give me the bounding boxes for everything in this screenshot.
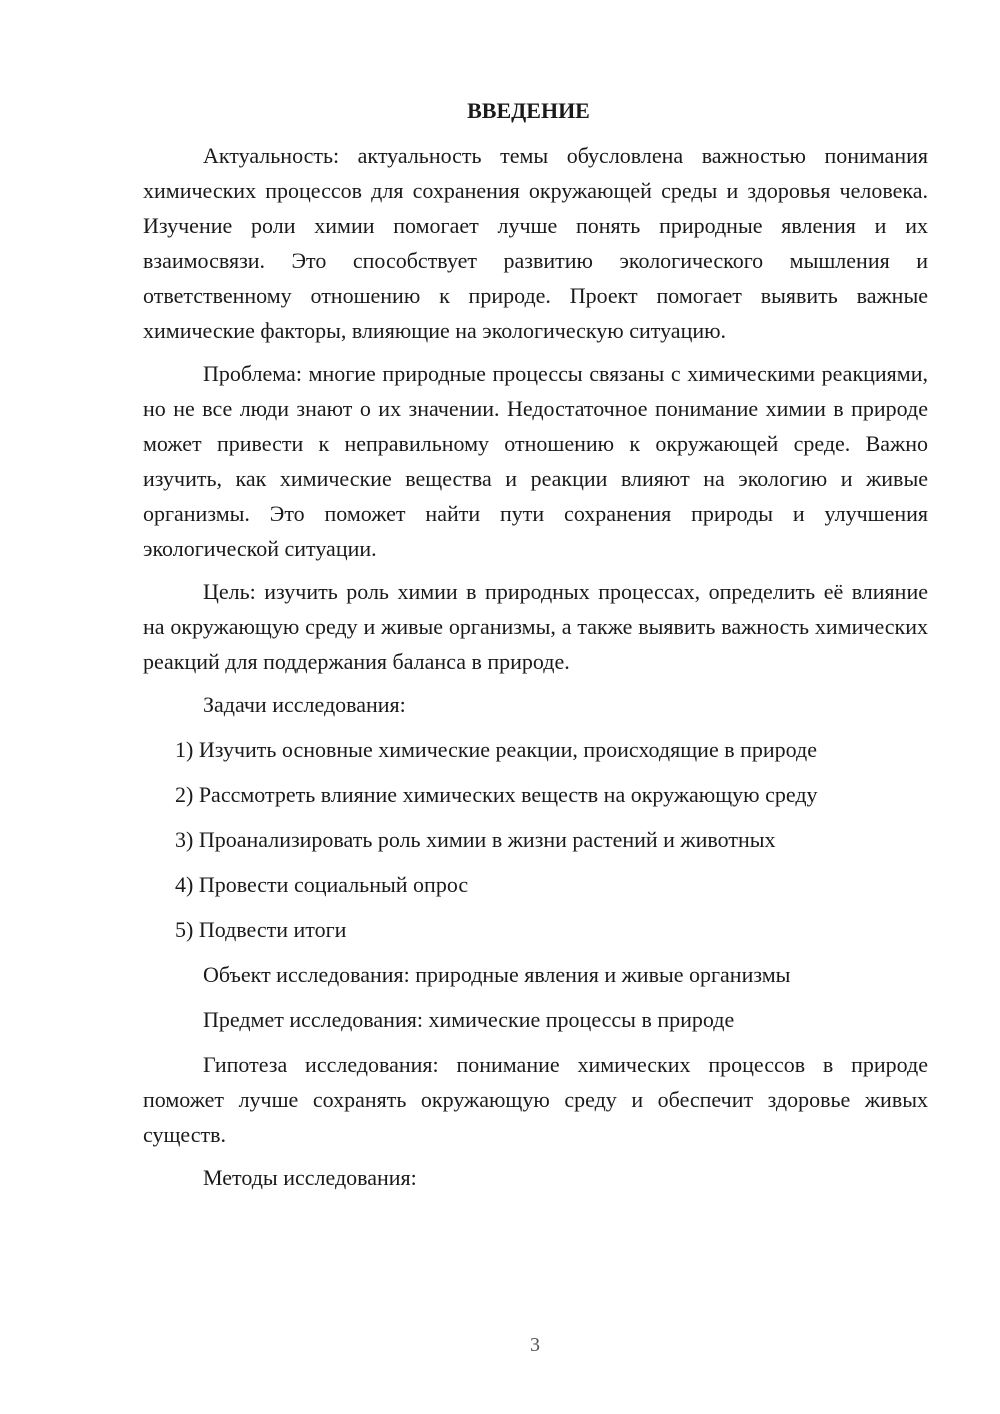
section-title: ВВЕДЕНИЕ bbox=[467, 98, 590, 123]
methods-heading: Методы исследования: bbox=[203, 1165, 417, 1190]
list-item: 3) Проанализировать роль химии в жизни растений и животных bbox=[175, 827, 776, 852]
paragraph-goal: Цель: изучить роль химии в природных процессах, определить её влияние на окружающую среду и живые организмы, а также выявить важность химических реакций для поддержания баланса в природе. bbox=[143, 579, 928, 674]
page-number: 3 bbox=[530, 1334, 540, 1356]
list-item: 5) Подвести итоги bbox=[175, 917, 347, 942]
paragraph-problem: Проблема: многие природные процессы связаны с химическими реакциями, но не все люди знают о их значении. Недостаточное понимание химии в природе может привести к неправильному отношению к окружающей среде. Важно изучить, как химические вещества и реакции влияют на экологию и живые организмы. Это поможет найти пути сохранения природы и улучшения экологической ситуации. bbox=[143, 361, 928, 561]
list-item: 4) Провести социальный опрос bbox=[175, 872, 469, 897]
paragraph-subject: Предмет исследования: химические процессы в природе bbox=[203, 1007, 735, 1032]
list-item: 2) Рассмотреть влияние химических веществ на окружающую среду bbox=[175, 782, 818, 807]
paragraph-relevance: Актуальность: актуальность темы обусловлена важностью понимания химических процессов для сохранения окружающей среды и здоровья человека. Изучение роли химии помогает лучше понять природные явления и их взаимосвязи. Это способствует развитию экологического мышления и ответственному отношению к природе. Проект помогает выявить важные химические факторы, влияющие на экологическую ситуацию. bbox=[143, 143, 928, 343]
tasks-heading: Задачи исследования: bbox=[203, 692, 406, 717]
paragraph-object: Объект исследования: природные явления и живые организмы bbox=[203, 962, 791, 987]
tasks-list bbox=[143, 732, 928, 947]
paragraph-hypothesis: Гипотеза исследования: понимание химических процессов в природе поможет лучше сохранять окружающую среду и обеспечит здоровье живых существ. bbox=[143, 1052, 928, 1147]
list-item: 1) Изучить основные химические реакции, происходящие в природе bbox=[175, 737, 817, 762]
document-page bbox=[143, 96, 928, 1205]
